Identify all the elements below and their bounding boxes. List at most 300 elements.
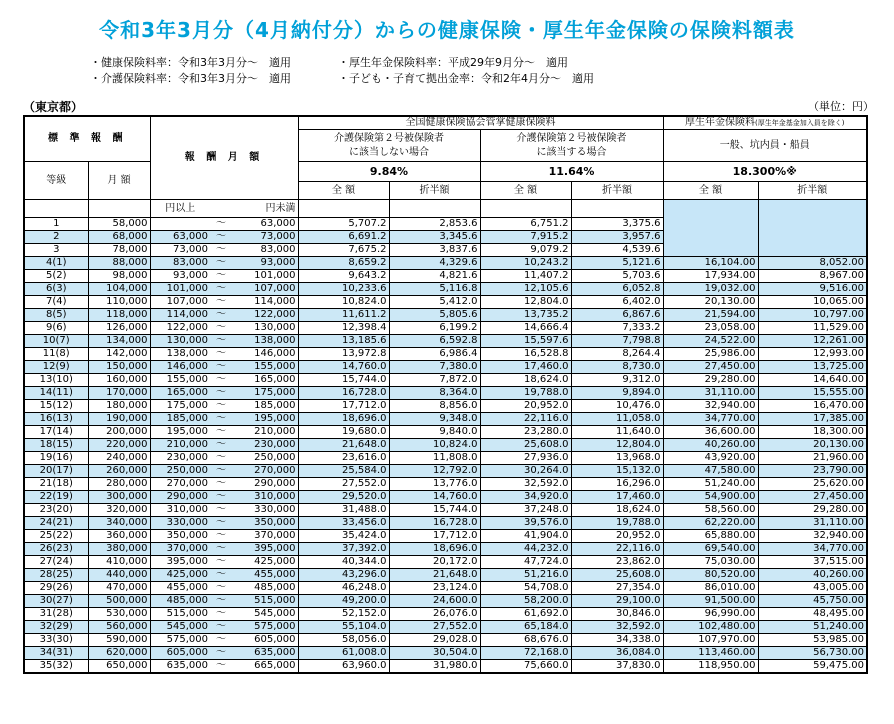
table-row [24, 439, 867, 452]
cell-no-care-full: 11,611.2 [298, 309, 389, 322]
cell-pension-full: 40,260.00 [663, 439, 758, 452]
header-half: 折半額 [571, 182, 663, 200]
rate-pension: 18.300%※ [663, 162, 867, 182]
cell-monthly: 260,000 [88, 465, 150, 478]
cell-care-full: 23,280.0 [480, 426, 571, 439]
cell-tilde: ～ [210, 608, 232, 621]
cell-no-care-half: 5,116.8 [389, 283, 480, 296]
cell-from: 330,000 [150, 517, 210, 530]
cell-no-care-half: 6,592.8 [389, 335, 480, 348]
cell-care-half: 36,084.0 [571, 647, 663, 660]
cell-to: 455,000 [232, 569, 298, 582]
cell-tilde: ～ [210, 569, 232, 582]
cell-grade: 17(14) [24, 426, 88, 439]
cell-no-care-full: 10,233.6 [298, 283, 389, 296]
cell-monthly: 180,000 [88, 400, 150, 413]
cell-from: 395,000 [150, 556, 210, 569]
header-range: 報 酬 月 額 [150, 116, 298, 200]
cell-care-full: 15,597.6 [480, 335, 571, 348]
cell-care-half: 7,333.2 [571, 322, 663, 335]
prefecture-label: （東京都） [23, 100, 84, 114]
cell-grade: 6(3) [24, 283, 88, 296]
cell-care-half: 5,703.6 [571, 270, 663, 283]
cell-no-care-half: 9,840.0 [389, 426, 480, 439]
cell-to: 101,000 [232, 270, 298, 283]
table-row [24, 569, 867, 582]
cell-care-half: 9,312.0 [571, 374, 663, 387]
cell-to: 107,000 [232, 283, 298, 296]
cell-tilde: ～ [210, 478, 232, 491]
cell-from: 122,000 [150, 322, 210, 335]
table-row [24, 556, 867, 569]
cell-grade: 23(20) [24, 504, 88, 517]
cell-pension-half: 37,515.00 [758, 556, 867, 569]
cell-to: 210,000 [232, 426, 298, 439]
cell-no-care-half: 12,792.0 [389, 465, 480, 478]
cell-tilde: ～ [210, 465, 232, 478]
cell-pension-half: 14,640.00 [758, 374, 867, 387]
cell-to: 290,000 [232, 478, 298, 491]
cell-care-full: 75,660.0 [480, 660, 571, 674]
cell-from: 250,000 [150, 465, 210, 478]
table-row [24, 582, 867, 595]
cell-pension-half [758, 231, 867, 244]
cell-pension-half: 20,130.00 [758, 439, 867, 452]
cell-pension-full: 102,480.00 [663, 621, 758, 634]
table-row [24, 608, 867, 621]
cell-tilde: ～ [210, 595, 232, 608]
cell-no-care-full: 61,008.0 [298, 647, 389, 660]
cell-care-full: 47,724.0 [480, 556, 571, 569]
cell-pension-half: 21,960.00 [758, 452, 867, 465]
note-child-rate: ・子ども・子育て拠出金率：令和2年4月分～ 適用 [338, 72, 594, 85]
table-row [24, 491, 867, 504]
cell-monthly: 360,000 [88, 530, 150, 543]
cell-pension-half: 51,240.00 [758, 621, 867, 634]
cell-no-care-half: 3,837.6 [389, 244, 480, 257]
header-half: 折半額 [389, 182, 480, 200]
header-no-care: 介護保険第２号被保険者 に該当しない場合 [298, 130, 480, 162]
cell-pension-half: 11,529.00 [758, 322, 867, 335]
cell-care-half: 25,608.0 [571, 569, 663, 582]
cell-from: 270,000 [150, 478, 210, 491]
cell-no-care-half: 18,696.0 [389, 543, 480, 556]
cell-pension-half: 34,770.00 [758, 543, 867, 556]
rate-no-care: 9.84% [298, 162, 480, 182]
cell-pension-half: 12,261.00 [758, 335, 867, 348]
cell-no-care-full: 5,707.2 [298, 218, 389, 231]
cell-no-care-half: 24,600.0 [389, 595, 480, 608]
table-row [24, 322, 867, 335]
cell-monthly: 78,000 [88, 244, 150, 257]
cell-pension-full: 107,970.00 [663, 634, 758, 647]
table-row [24, 504, 867, 517]
cell-care-half: 16,296.0 [571, 478, 663, 491]
cell-from: 138,000 [150, 348, 210, 361]
cell-no-care-full: 49,200.0 [298, 595, 389, 608]
cell-to: 93,000 [232, 257, 298, 270]
header-pension: 厚生年金保険料(厚生年金基金加入員を除く) [663, 116, 867, 130]
cell-from: 210,000 [150, 439, 210, 452]
cell-grade: 26(23) [24, 543, 88, 556]
cell-to: 605,000 [232, 634, 298, 647]
cell-to: 73,000 [232, 231, 298, 244]
cell-no-care-full: 13,185.6 [298, 335, 389, 348]
cell-monthly: 470,000 [88, 582, 150, 595]
cell-care-full: 19,788.0 [480, 387, 571, 400]
cell-monthly: 410,000 [88, 556, 150, 569]
cell-no-care-half: 9,348.0 [389, 413, 480, 426]
cell-pension-full: 96,990.00 [663, 608, 758, 621]
cell-no-care-half: 30,504.0 [389, 647, 480, 660]
cell-monthly: 160,000 [88, 374, 150, 387]
cell-no-care-half: 20,172.0 [389, 556, 480, 569]
cell-pension-full [663, 244, 758, 257]
table-row [24, 465, 867, 478]
cell-tilde: ～ [210, 309, 232, 322]
cell-care-half: 15,132.0 [571, 465, 663, 478]
cell-pension-half: 17,385.00 [758, 413, 867, 426]
cell-no-care-half: 3,345.6 [389, 231, 480, 244]
cell-to: 270,000 [232, 465, 298, 478]
cell-care-half: 6,402.0 [571, 296, 663, 309]
cell-grade: 30(27) [24, 595, 88, 608]
cell-pension-half [758, 244, 867, 257]
note-health-rate: ・健康保険料率：令和3年3月分～ 適用 [90, 56, 291, 69]
cell-care-full: 17,460.0 [480, 361, 571, 374]
cell-pension-half: 8,052.00 [758, 257, 867, 270]
cell-grade: 14(11) [24, 387, 88, 400]
cell-no-care-half: 8,856.0 [389, 400, 480, 413]
cell-pension-full: 24,522.00 [663, 335, 758, 348]
cell-no-care-full: 29,520.0 [298, 491, 389, 504]
cell-grade: 21(18) [24, 478, 88, 491]
cell-from: 425,000 [150, 569, 210, 582]
cell-pension-full: 118,950.00 [663, 660, 758, 674]
cell-grade: 16(13) [24, 413, 88, 426]
cell-tilde: ～ [210, 244, 232, 257]
cell-no-care-full: 14,760.0 [298, 361, 389, 374]
cell-from [150, 218, 210, 231]
cell-monthly: 590,000 [88, 634, 150, 647]
cell-from: 485,000 [150, 595, 210, 608]
cell-tilde: ～ [210, 335, 232, 348]
cell-pension-half: 15,555.00 [758, 387, 867, 400]
cell-from: 515,000 [150, 608, 210, 621]
cell-care-half: 6,867.6 [571, 309, 663, 322]
cell-grade: 25(22) [24, 530, 88, 543]
cell-pension-full: 29,280.00 [663, 374, 758, 387]
cell-care-full: 12,105.6 [480, 283, 571, 296]
cell-care-half: 32,592.0 [571, 621, 663, 634]
cell-care-half: 23,862.0 [571, 556, 663, 569]
cell-grade: 7(4) [24, 296, 88, 309]
cell-pension-half: 12,993.00 [758, 348, 867, 361]
cell-no-care-half: 26,076.0 [389, 608, 480, 621]
cell-care-full: 9,079.2 [480, 244, 571, 257]
cell-to: 330,000 [232, 504, 298, 517]
cell-tilde: ～ [210, 439, 232, 452]
header-full: 全 額 [480, 182, 571, 200]
table-row [24, 309, 867, 322]
cell-grade: 3 [24, 244, 88, 257]
cell-care-full: 44,232.0 [480, 543, 571, 556]
cell-from: 230,000 [150, 452, 210, 465]
cell-care-half: 10,476.0 [571, 400, 663, 413]
cell-no-care-full: 6,691.2 [298, 231, 389, 244]
cell-care-half: 3,957.6 [571, 231, 663, 244]
cell-grade: 18(15) [24, 439, 88, 452]
cell-monthly: 134,000 [88, 335, 150, 348]
cell-tilde: ～ [210, 322, 232, 335]
cell-no-care-half: 4,821.6 [389, 270, 480, 283]
cell-grade: 31(28) [24, 608, 88, 621]
cell-from: 195,000 [150, 426, 210, 439]
cell-monthly: 300,000 [88, 491, 150, 504]
cell-monthly: 118,000 [88, 309, 150, 322]
cell-care-full: 11,407.2 [480, 270, 571, 283]
cell-care-full: 72,168.0 [480, 647, 571, 660]
cell-tilde: ～ [210, 361, 232, 374]
cell-grade: 28(25) [24, 569, 88, 582]
cell-pension-full: 69,540.00 [663, 543, 758, 556]
cell-tilde: ～ [210, 257, 232, 270]
cell-no-care-full: 23,616.0 [298, 452, 389, 465]
cell-grade: 10(7) [24, 335, 88, 348]
cell-care-half: 34,338.0 [571, 634, 663, 647]
cell-monthly: 500,000 [88, 595, 150, 608]
cell-from: 73,000 [150, 244, 210, 257]
cell-care-half: 27,354.0 [571, 582, 663, 595]
cell-to: 635,000 [232, 647, 298, 660]
table-row [24, 621, 867, 634]
cell-pension-half: 56,730.00 [758, 647, 867, 660]
cell-no-care-half: 29,028.0 [389, 634, 480, 647]
cell-care-full: 34,920.0 [480, 491, 571, 504]
cell-to: 350,000 [232, 517, 298, 530]
cell-no-care-half: 23,124.0 [389, 582, 480, 595]
cell-pension-half: 8,967.00 [758, 270, 867, 283]
cell-to: 63,000 [232, 218, 298, 231]
cell-to: 195,000 [232, 413, 298, 426]
table-row [24, 400, 867, 413]
table-body [24, 218, 867, 674]
cell-care-full: 68,676.0 [480, 634, 571, 647]
cell-grade: 8(5) [24, 309, 88, 322]
cell-grade: 19(16) [24, 452, 88, 465]
cell-pension-half [758, 218, 867, 231]
cell-pension-full: 34,770.00 [663, 413, 758, 426]
cell-from: 635,000 [150, 660, 210, 674]
note-care-rate: ・介護保険料率：令和3年3月分～ 適用 [90, 72, 291, 85]
table-row [24, 517, 867, 530]
header-standard: 標 準 報 酬 [24, 116, 150, 162]
cell-no-care-full: 63,960.0 [298, 660, 389, 674]
cell-pension-half: 48,495.00 [758, 608, 867, 621]
table-row [24, 530, 867, 543]
cell-monthly: 110,000 [88, 296, 150, 309]
cell-grade: 4(1) [24, 257, 88, 270]
cell-care-half: 11,058.0 [571, 413, 663, 426]
cell-grade: 9(6) [24, 322, 88, 335]
cell-care-full: 20,952.0 [480, 400, 571, 413]
cell-pension-full: 21,594.00 [663, 309, 758, 322]
note-pension-rate: ・厚生年金保険料率：平成29年9月分～ 適用 [338, 56, 568, 69]
cell-monthly: 650,000 [88, 660, 150, 674]
cell-no-care-full: 17,712.0 [298, 400, 389, 413]
cell-tilde: ～ [210, 517, 232, 530]
cell-no-care-half: 17,712.0 [389, 530, 480, 543]
cell-pension-full: 43,920.00 [663, 452, 758, 465]
cell-from: 165,000 [150, 387, 210, 400]
header-from: 円以上 [150, 200, 210, 218]
cell-no-care-full: 31,488.0 [298, 504, 389, 517]
cell-from: 575,000 [150, 634, 210, 647]
cell-monthly: 170,000 [88, 387, 150, 400]
cell-care-half: 19,788.0 [571, 517, 663, 530]
cell-tilde: ～ [210, 543, 232, 556]
cell-to: 395,000 [232, 543, 298, 556]
cell-no-care-full: 18,696.0 [298, 413, 389, 426]
cell-monthly: 190,000 [88, 413, 150, 426]
cell-from: 350,000 [150, 530, 210, 543]
cell-pension-half: 25,620.00 [758, 478, 867, 491]
cell-grade: 32(29) [24, 621, 88, 634]
cell-tilde: ～ [210, 530, 232, 543]
cell-from: 290,000 [150, 491, 210, 504]
cell-from: 155,000 [150, 374, 210, 387]
cell-no-care-half: 13,776.0 [389, 478, 480, 491]
cell-care-half: 17,460.0 [571, 491, 663, 504]
cell-care-half: 18,624.0 [571, 504, 663, 517]
cell-monthly: 340,000 [88, 517, 150, 530]
cell-to: 155,000 [232, 361, 298, 374]
cell-care-full: 16,528.8 [480, 348, 571, 361]
cell-pension-full: 86,010.00 [663, 582, 758, 595]
cell-no-care-full: 37,392.0 [298, 543, 389, 556]
cell-monthly: 560,000 [88, 621, 150, 634]
cell-monthly: 126,000 [88, 322, 150, 335]
cell-from: 107,000 [150, 296, 210, 309]
cell-pension-full: 58,560.00 [663, 504, 758, 517]
header-to: 円未満 [232, 200, 298, 218]
cell-tilde: ～ [210, 556, 232, 569]
cell-no-care-half: 10,824.0 [389, 439, 480, 452]
cell-care-full: 30,264.0 [480, 465, 571, 478]
cell-to: 515,000 [232, 595, 298, 608]
table-row [24, 231, 867, 244]
cell-no-care-full: 8,659.2 [298, 257, 389, 270]
cell-grade: 13(10) [24, 374, 88, 387]
cell-to: 665,000 [232, 660, 298, 674]
cell-tilde: ～ [210, 426, 232, 439]
table-row [24, 348, 867, 361]
cell-no-care-half: 11,808.0 [389, 452, 480, 465]
cell-care-full: 6,751.2 [480, 218, 571, 231]
cell-from: 114,000 [150, 309, 210, 322]
cell-to: 122,000 [232, 309, 298, 322]
cell-from: 83,000 [150, 257, 210, 270]
table-row [24, 244, 867, 257]
cell-from: 130,000 [150, 335, 210, 348]
cell-to: 370,000 [232, 530, 298, 543]
cell-tilde: ～ [210, 387, 232, 400]
cell-grade: 24(21) [24, 517, 88, 530]
cell-pension-half: 45,750.00 [758, 595, 867, 608]
cell-care-half: 9,894.0 [571, 387, 663, 400]
cell-care-full: 7,915.2 [480, 231, 571, 244]
cell-care-half: 7,798.8 [571, 335, 663, 348]
cell-monthly: 220,000 [88, 439, 150, 452]
cell-tilde: ～ [210, 270, 232, 283]
header-pension-sub: 一般、坑内員・船員 [663, 130, 867, 162]
header-kenpo: 全国健康保険協会管掌健康保険料 [298, 116, 663, 130]
cell-pension-full: 19,032.00 [663, 283, 758, 296]
cell-care-full: 39,576.0 [480, 517, 571, 530]
cell-no-care-full: 46,248.0 [298, 582, 389, 595]
cell-tilde: ～ [210, 504, 232, 517]
cell-tilde: ～ [210, 231, 232, 244]
cell-care-full: 61,692.0 [480, 608, 571, 621]
cell-pension-full: 31,110.00 [663, 387, 758, 400]
cell-no-care-half: 7,380.0 [389, 361, 480, 374]
cell-pension-full: 20,130.00 [663, 296, 758, 309]
table-row [24, 218, 867, 231]
cell-no-care-full: 35,424.0 [298, 530, 389, 543]
cell-tilde: ～ [210, 634, 232, 647]
cell-from: 101,000 [150, 283, 210, 296]
cell-care-full: 10,243.2 [480, 257, 571, 270]
cell-tilde: ～ [210, 218, 232, 231]
cell-pension-full: 51,240.00 [663, 478, 758, 491]
cell-to: 130,000 [232, 322, 298, 335]
cell-tilde: ～ [210, 660, 232, 674]
cell-tilde: ～ [210, 413, 232, 426]
cell-monthly: 200,000 [88, 426, 150, 439]
cell-pension-half: 10,065.00 [758, 296, 867, 309]
cell-to: 146,000 [232, 348, 298, 361]
cell-pension-full: 113,460.00 [663, 647, 758, 660]
cell-monthly: 88,000 [88, 257, 150, 270]
cell-from: 370,000 [150, 543, 210, 556]
cell-monthly: 68,000 [88, 231, 150, 244]
cell-pension-full: 80,520.00 [663, 569, 758, 582]
cell-pension-full: 65,880.00 [663, 530, 758, 543]
cell-to: 165,000 [232, 374, 298, 387]
cell-no-care-full: 16,728.0 [298, 387, 389, 400]
premium-table [23, 115, 868, 674]
cell-tilde: ～ [210, 647, 232, 660]
cell-no-care-half: 8,364.0 [389, 387, 480, 400]
cell-care-full: 58,200.0 [480, 595, 571, 608]
cell-to: 250,000 [232, 452, 298, 465]
cell-pension-full [663, 231, 758, 244]
cell-no-care-half: 6,986.4 [389, 348, 480, 361]
cell-no-care-half: 4,329.6 [389, 257, 480, 270]
table-row [24, 296, 867, 309]
cell-no-care-full: 7,675.2 [298, 244, 389, 257]
cell-pension-half: 32,940.00 [758, 530, 867, 543]
cell-to: 114,000 [232, 296, 298, 309]
cell-grade: 5(2) [24, 270, 88, 283]
cell-pension-full: 25,986.00 [663, 348, 758, 361]
cell-care-half: 12,804.0 [571, 439, 663, 452]
cell-pension-half: 9,516.00 [758, 283, 867, 296]
cell-care-half: 8,264.4 [571, 348, 663, 361]
cell-monthly: 280,000 [88, 478, 150, 491]
cell-care-full: 41,904.0 [480, 530, 571, 543]
cell-to: 545,000 [232, 608, 298, 621]
